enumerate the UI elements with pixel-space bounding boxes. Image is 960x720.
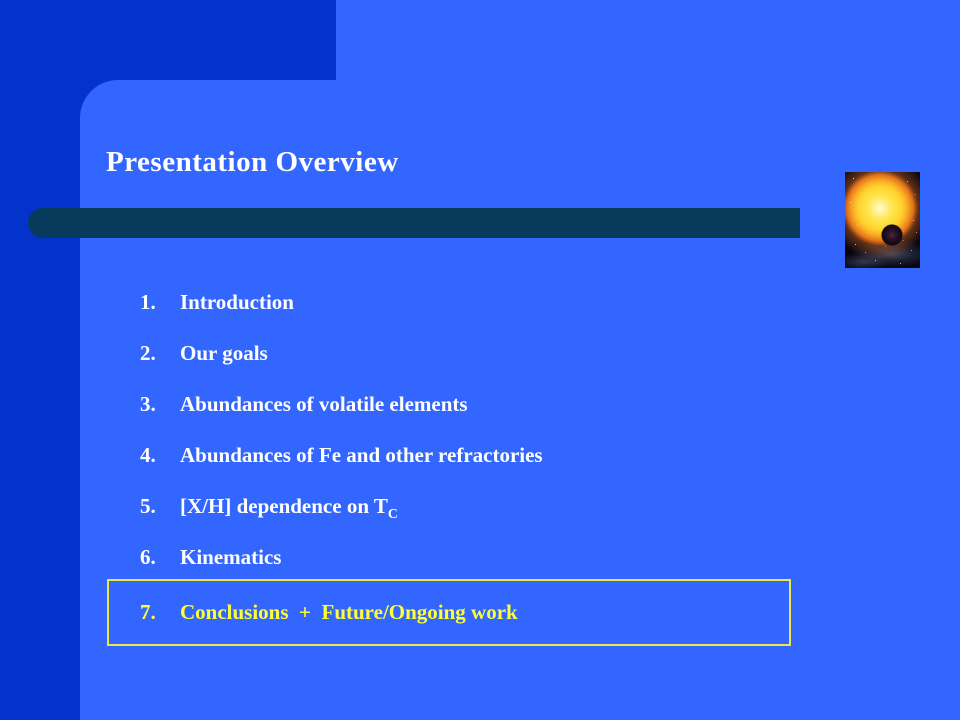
item-number: 6. [140,545,156,569]
list-item [107,328,791,379]
agenda-list [107,277,791,646]
list-item [107,532,791,583]
star-planet-photo [845,172,920,268]
item-number: 7. [140,600,156,624]
item-number: 1. [140,290,156,314]
item-label: Kinematics [180,545,282,569]
item-label: Introduction [180,290,294,314]
star-specks-decoration [845,172,846,173]
background-fill [336,0,960,81]
item-label: Conclusions + Future/Ongoing work [180,600,518,624]
list-item-highlighted [107,579,791,646]
item-number: 3. [140,392,156,416]
subscript: C [387,506,398,522]
item-label: Abundances of volatile elements [180,392,468,416]
list-item [107,430,791,481]
item-label: Our goals [180,341,268,365]
list-item [107,481,791,532]
item-label: [X/H] dependence on $T_C$ [180,494,398,522]
item-number: 5. [140,494,156,518]
slide-title: Presentation Overview [106,146,399,178]
item-number: 4. [140,443,156,467]
item-label: Abundances of Fe and other refractories [180,443,543,467]
list-item [107,277,791,328]
item-number: 2. [140,341,156,365]
list-item [107,379,791,430]
accent-bar [28,208,800,238]
